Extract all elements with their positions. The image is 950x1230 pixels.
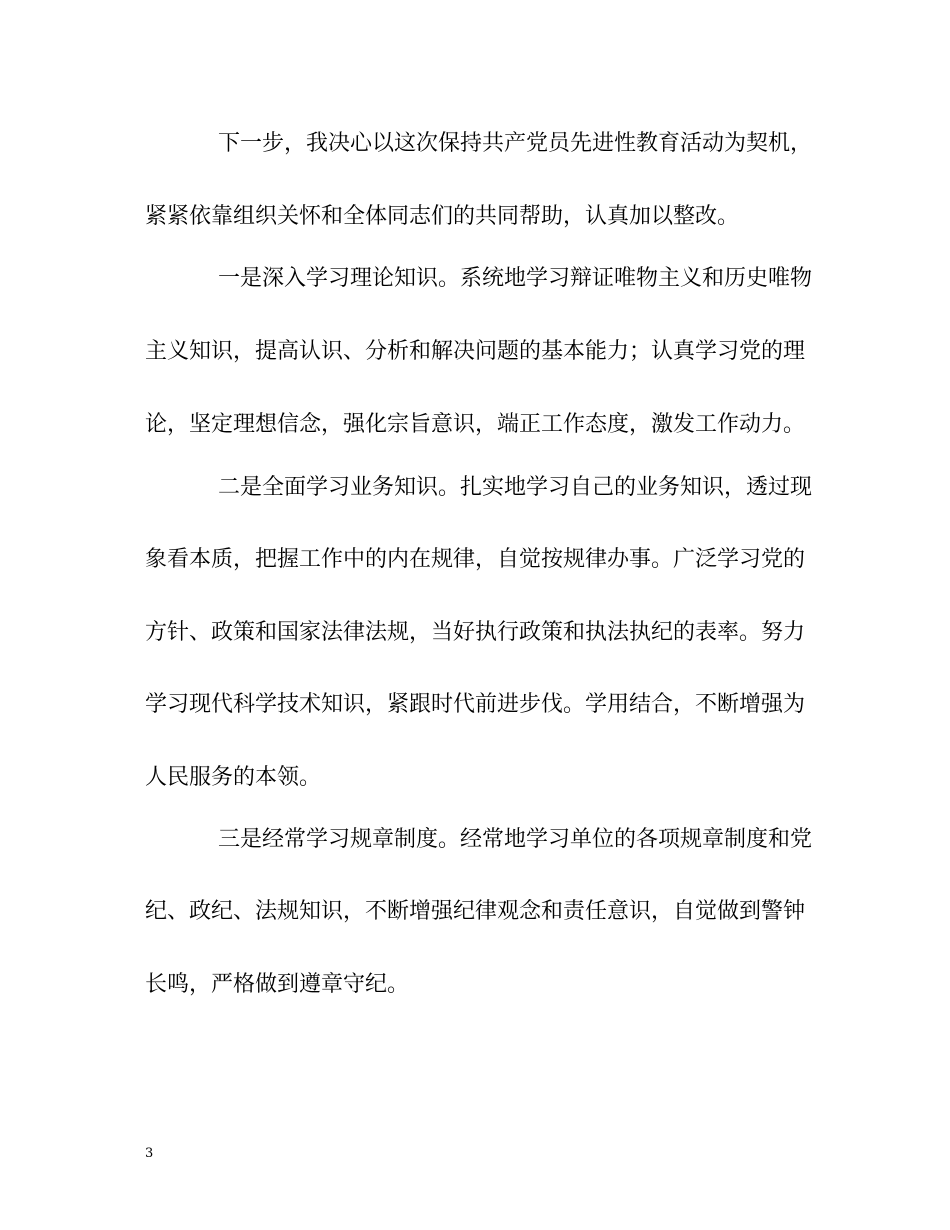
paragraph-1-line-1: 下一步，我决心以这次保持共产党员先进性教育活动为契机，	[218, 131, 813, 156]
paragraph-2-line-3: 论，坚定理想信念，强化宗旨意识，端正工作态度，激发工作动力。	[145, 412, 806, 437]
paragraph-3-line-2: 象看本质，把握工作中的内在规律，自觉按规律办事。广泛学习党的	[145, 547, 806, 572]
paragraph-3-line-1: 二是全面学习业务知识。扎实地学习自己的业务知识，透过现	[218, 475, 813, 500]
paragraph-4-line-2: 纪、政纪、法规知识，不断增强纪律观念和责任意识，自觉做到警钟	[145, 899, 806, 924]
page-number: 3	[145, 1146, 154, 1161]
paragraph-2-line-2: 主义知识，提高认识、分析和解决问题的基本能力；认真学习党的理	[145, 339, 806, 364]
paragraph-4-line-1: 三是经常学习规章制度。经常地学习单位的各项规章制度和党	[218, 827, 813, 852]
paragraph-3-line-3: 方针、政策和国家法律法规，当好执行政策和执法执纪的表率。努力	[145, 620, 806, 645]
paragraph-3-line-5: 人民服务的本领。	[145, 765, 322, 790]
paragraph-1-line-2: 紧紧依靠组织关怀和全体同志们的共同帮助，认真加以整改。	[145, 204, 740, 229]
paragraph-3-line-4: 学习现代科学技术知识，紧跟时代前进步伐。学用结合，不断增强为	[145, 692, 806, 717]
paragraph-4-line-3: 长鸣，严格做到遵章守纪。	[145, 972, 410, 997]
paragraph-2-line-1: 一是深入学习理论知识。系统地学习辩证唯物主义和历史唯物	[218, 266, 813, 291]
